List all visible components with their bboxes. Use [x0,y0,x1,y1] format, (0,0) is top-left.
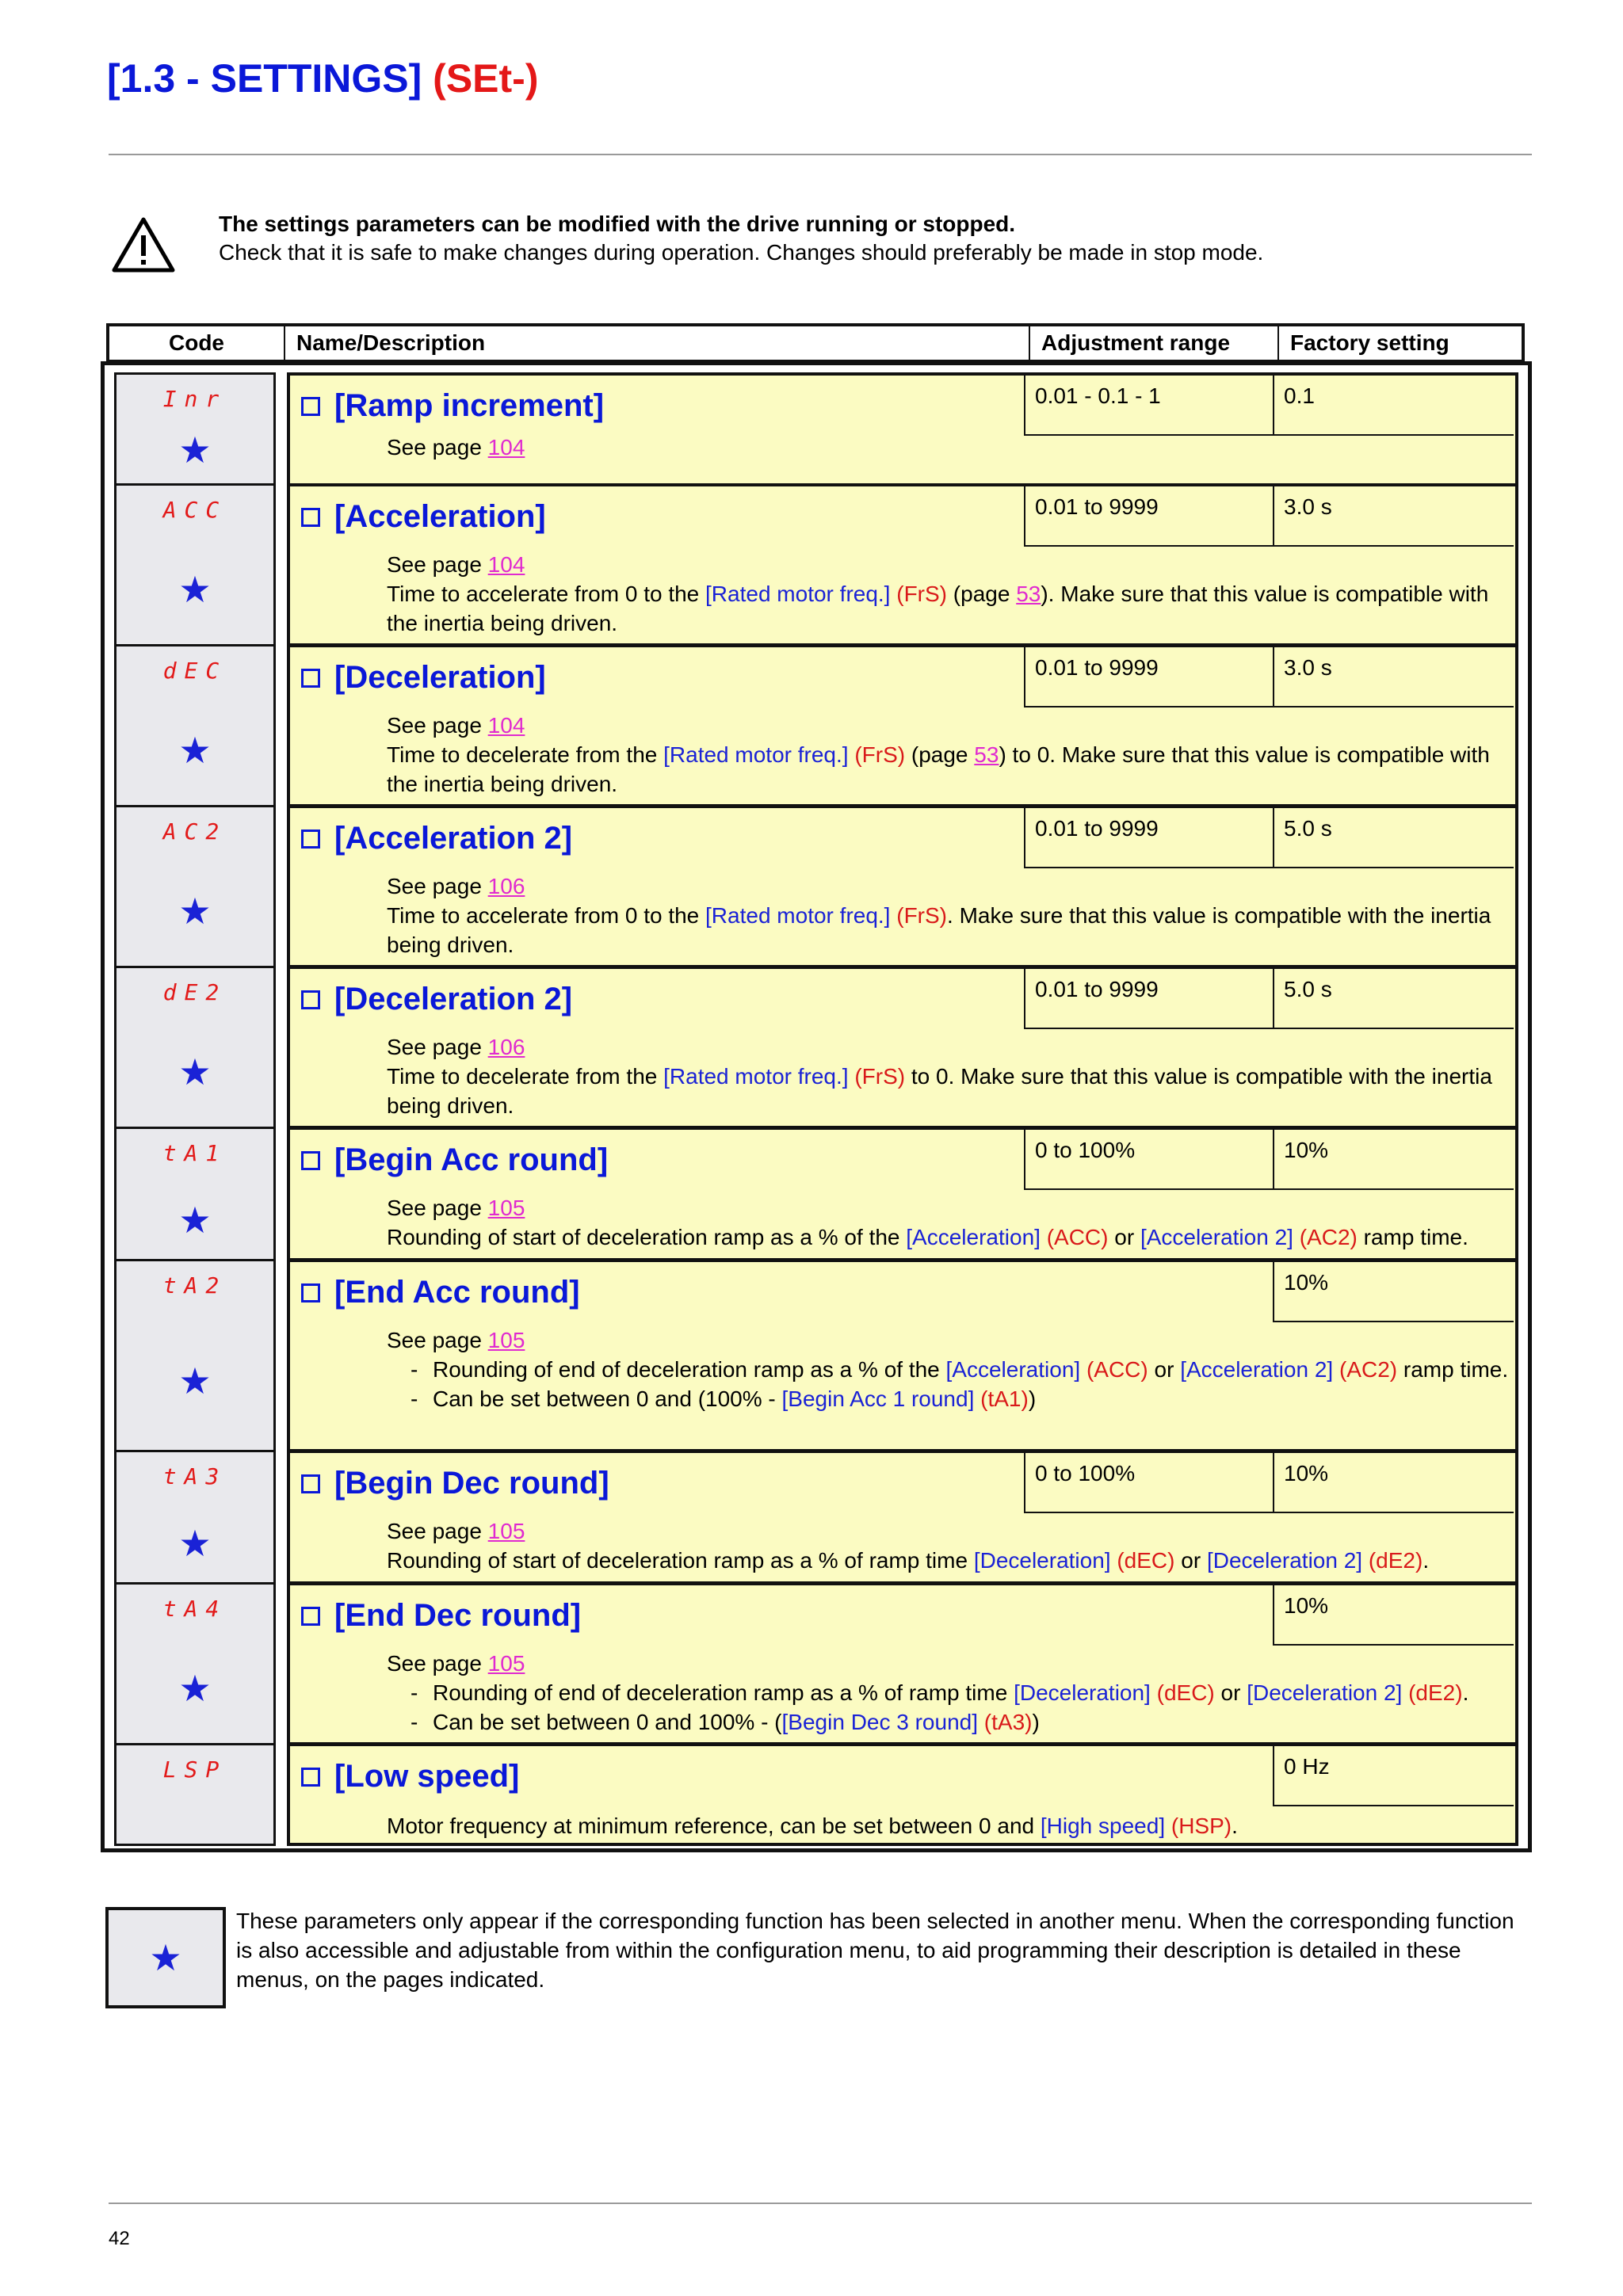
adjustment-range: 0.01 to 9999 [1024,647,1274,707]
desc-fragment: Time to decelerate from the [387,742,658,767]
code-cell [114,1743,276,1846]
checkbox-icon [301,1607,320,1626]
factory-setting: 10% [1273,1262,1514,1322]
description-text [387,1032,1512,1120]
warning-text [219,210,1566,267]
star-icon: ★ [149,1937,182,1978]
adjustment-range: 0.01 to 9999 [1024,808,1274,868]
desc-fragment: ramp time. [1403,1357,1509,1382]
adjustment-range: 0 to 100% [1024,1453,1274,1513]
desc-fragment: or [1220,1680,1241,1705]
desc-fragment: Can be set between 0 and 100% - ( [433,1710,782,1734]
desc-fragment: ) to 0. Make sure that this value is compatible with the inertia being driven. [387,742,1490,796]
warning-triangle-icon [111,216,176,273]
page-title-code: (SEt-) [433,56,539,101]
bullet-item: - Can be set between 0 and 100% - ([Begin Dec 3 round] (tA3)) [411,1710,1040,1734]
star-icon: ★ [178,1360,212,1402]
desc-fragment: Rounding of start of deceleration ramp as a % of ramp time [387,1548,968,1573]
table-row [114,644,1518,807]
param-code-reference: (tA1) [980,1386,1029,1411]
see-page-link[interactable]: 105 [487,1651,525,1676]
legend-star-box [105,1907,226,2008]
see-page-label: See page [387,1196,482,1220]
desc-fragment: Can be set between 0 and (100% - [433,1386,776,1411]
parameter-name [301,1598,581,1634]
factory-setting: 10% [1273,1585,1514,1646]
description-text [387,1649,1512,1737]
code-cell [114,966,276,1129]
code-cell [114,1259,276,1452]
parameter-name-text: [Deceleration] [334,660,546,695]
description-text [387,1325,1512,1413]
col-header-range: Adjustment range [1030,326,1279,360]
code-cell [114,1582,276,1745]
star-icon: ★ [178,429,212,471]
factory-setting: 5.0 s [1273,969,1514,1029]
legend-text: These parameters only appear if the corresponding function has been selected in another menu. When the corresponding function is also accessible and adjustable from within the configuration menu, to aid programming their description is detailed in these menus, on the pages indicated. [236,1909,1514,1992]
desc-fragment: ). Make sure that this value is compatible with the inertia being driven. [387,582,1489,635]
star-icon: ★ [178,730,212,771]
star-icon: ★ [178,1523,212,1564]
code-cell [114,483,276,646]
page-link[interactable]: 53 [974,742,999,767]
parameter-name [301,1759,519,1794]
adjustment-range: 0.01 to 9999 [1024,486,1274,547]
table-row [114,1127,1518,1261]
parameter-name [301,821,572,856]
description-cell [287,805,1518,968]
desc-fragment: ) [1032,1710,1040,1734]
see-page-link[interactable]: 104 [487,435,525,460]
code-cell [114,805,276,968]
see-page-link[interactable]: 104 [487,713,525,738]
adjustment-range: 0 to 100% [1024,1130,1274,1190]
see-page-link[interactable]: 106 [487,1035,525,1059]
parameter-name [301,1275,580,1310]
desc-fragment: Time to accelerate from 0 to the [387,582,700,606]
table-row [114,1450,1518,1585]
description-cell [287,1259,1518,1452]
param-reference: [Acceleration] [945,1357,1081,1382]
param-code-reference: (dEC) [1156,1680,1215,1705]
desc-fragment: ) [1028,1386,1037,1411]
table-header [106,323,1525,363]
desc-fragment: Time to accelerate from 0 to the [387,903,700,928]
warning-normal-text: Check that it is safe to make changes during operation. Changes should preferably be made in stop mode. [219,240,1264,265]
parameter-code: ACC [162,497,227,523]
param-reference: [Acceleration 2] [1140,1225,1293,1249]
parameter-name-text: [Acceleration 2] [334,821,573,856]
desc-fragment: (page [953,582,1010,606]
checkbox-icon [301,990,320,1009]
param-reference: [Deceleration] [973,1548,1111,1573]
page-title-text: [1.3 - SETTINGS] [107,56,422,101]
see-page-link[interactable]: 104 [487,552,525,577]
see-page-link[interactable]: 106 [487,874,525,898]
bottom-divider [109,2203,1532,2204]
param-code-reference: (AC2) [1338,1357,1398,1382]
factory-setting: 10% [1273,1130,1514,1190]
star-icon: ★ [178,569,212,610]
description-text [387,1811,1512,1840]
parameter-code: tA3 [162,1463,227,1489]
param-code-reference: (FrS) [896,903,948,928]
parameter-name [301,1142,608,1178]
checkbox-icon [301,830,320,849]
see-page-link[interactable]: 105 [487,1328,525,1352]
param-reference: [Rated motor freq.] [705,582,891,606]
description-text [387,871,1512,959]
adjustment-range: 0.01 to 9999 [1024,969,1274,1029]
description-text [387,1516,1512,1575]
desc-fragment: or [1181,1548,1201,1573]
desc-fragment: . [1462,1680,1469,1705]
parameter-name-text: [Acceleration] [334,499,546,534]
col-header-code: Code [109,326,285,360]
parameter-name-text: [Begin Dec round] [334,1466,609,1501]
parameter-code: AC2 [162,818,227,845]
see-page-label: See page [387,1519,482,1543]
see-page-label: See page [387,874,482,898]
param-reference: [Rated motor freq.] [663,1064,849,1089]
see-page-link[interactable]: 105 [487,1196,525,1220]
parameter-name-text: [Ramp increment] [334,388,605,423]
param-reference: [Deceleration 2] [1247,1680,1403,1705]
checkbox-icon [301,1474,320,1493]
checkbox-icon [301,508,320,527]
star-icon: ★ [178,1051,212,1093]
desc-fragment: . [1232,1814,1238,1838]
bullet-item: - Rounding of end of deceleration ramp as a % of ramp time [Deceleration] (dEC) or [Deceleration 2] (dE2). [411,1680,1469,1705]
parameter-name [301,982,572,1017]
desc-fragment: . [1423,1548,1430,1573]
param-reference: [Deceleration 2] [1206,1548,1363,1573]
desc-fragment: or [1154,1357,1174,1382]
code-cell [114,1127,276,1261]
param-code-reference: (FrS) [854,742,906,767]
desc-fragment: (page [911,742,968,767]
description-cell [287,966,1518,1129]
checkbox-icon [301,669,320,688]
see-page-label: See page [387,1328,482,1352]
parameter-name [301,499,546,535]
checkbox-icon [301,1768,320,1787]
bullet-item: - Can be set between 0 and (100% - [Begin Acc 1 round] (tA1)) [411,1386,1037,1411]
description-cell [287,1743,1518,1846]
param-code-reference: (HSP) [1170,1814,1232,1838]
code-cell [114,1450,276,1585]
col-header-factory: Factory setting [1290,330,1449,355]
description-cell [287,1450,1518,1585]
parameter-name-text: [Low speed] [334,1759,520,1794]
page-title [107,55,538,101]
parameter-code: Inr [162,386,227,412]
see-page-label: See page [387,552,482,577]
param-reference: [Acceleration] [906,1225,1041,1249]
description-text [387,433,1512,462]
desc-fragment: Rounding of start of deceleration ramp as a % of the [387,1225,900,1249]
table-row [114,483,1518,646]
param-reference: [Begin Dec 3 round] [781,1710,979,1734]
parameter-name [301,388,604,424]
description-cell [287,372,1518,488]
description-text [387,711,1512,799]
parameter-code: LSP [162,1756,227,1783]
checkbox-icon [301,397,320,416]
parameter-code: tA2 [162,1272,227,1299]
parameter-name [301,1466,609,1501]
parameter-code: dEC [162,658,227,684]
desc-fragment: or [1114,1225,1135,1249]
parameter-code: tA4 [162,1596,227,1622]
param-reference: [Begin Acc 1 round] [781,1386,975,1411]
checkbox-icon [301,1283,320,1302]
desc-fragment: Rounding of end of deceleration ramp as a % of the [433,1357,940,1382]
desc-fragment: to 0. Make sure that this value is compatible with the inertia being driven. [387,1064,1492,1118]
desc-fragment: Rounding of end of deceleration ramp as a % of ramp time [433,1680,1008,1705]
page-number: 42 [109,2228,130,2249]
param-code-reference: (ACC) [1046,1225,1109,1249]
see-page-label: See page [387,1035,482,1059]
param-code-reference: (ACC) [1086,1357,1148,1382]
see-page-label: See page [387,713,482,738]
param-code-reference: (FrS) [896,582,948,606]
desc-fragment: . Make sure that this value is compatible with the inertia being driven. [387,903,1491,957]
table-row [114,1259,1518,1452]
top-divider [109,154,1532,155]
code-cell [114,644,276,807]
see-page-label: See page [387,435,482,460]
parameter-name-text: [End Acc round] [334,1275,580,1310]
desc-fragment: ramp time. [1363,1225,1468,1249]
adjustment-range: 0.01 - 0.1 - 1 [1024,376,1274,436]
table-row [114,1582,1518,1745]
description-cell [287,1582,1518,1745]
factory-setting: 5.0 s [1273,808,1514,868]
param-reference: [Deceleration] [1014,1680,1151,1705]
table-row [114,1743,1518,1846]
table-row [114,372,1518,488]
param-code-reference: (dEC) [1117,1548,1175,1573]
param-code-reference: (tA3) [983,1710,1033,1734]
param-reference: [Rated motor freq.] [663,742,849,767]
see-page-link[interactable]: 105 [487,1519,525,1543]
desc-fragment: Motor frequency at minimum reference, can be set between 0 and [387,1814,1035,1838]
param-code-reference: (dE2) [1408,1680,1463,1705]
parameter-name-text: [Begin Acc round] [334,1142,609,1177]
parameter-name-text: [Deceleration 2] [334,982,573,1016]
star-icon: ★ [178,891,212,932]
factory-setting: 3.0 s [1273,647,1514,707]
code-cell [114,372,276,488]
desc-fragment: Time to decelerate from the [387,1064,658,1089]
parameter-code: tA1 [162,1140,227,1166]
factory-setting: 10% [1273,1453,1514,1513]
table-row [114,966,1518,1129]
parameter-code: dE2 [162,979,227,1005]
star-icon: ★ [178,1199,212,1241]
factory-setting: 0.1 [1273,376,1514,436]
checkbox-icon [301,1151,320,1170]
col-header-name: Name/Description [285,326,1030,360]
param-code-reference: (AC2) [1299,1225,1358,1249]
bullet-item: - Rounding of end of deceleration ramp as a % of the [Acceleration] (ACC) or [Acceleration 2] (AC2) ramp time. [411,1357,1509,1382]
parameter-name-text: [End Dec round] [334,1598,582,1633]
table-row [114,805,1518,968]
warning-bold-text: The settings parameters can be modified with the drive running or stopped. [219,212,1016,236]
param-reference: [Acceleration 2] [1180,1357,1334,1382]
description-text [387,1193,1512,1252]
page-link[interactable]: 53 [1016,582,1041,606]
description-cell [287,644,1518,807]
param-reference: [High speed] [1040,1814,1166,1838]
description-text [387,550,1512,638]
see-page-label: See page [387,1651,482,1676]
param-code-reference: (dE2) [1368,1548,1423,1573]
parameter-name [301,660,546,696]
param-code-reference: (FrS) [854,1064,906,1089]
factory-setting: 0 Hz [1273,1746,1514,1806]
param-reference: [Rated motor freq.] [705,903,891,928]
description-cell [287,483,1518,646]
star-icon: ★ [178,1668,212,1709]
description-cell [287,1127,1518,1261]
factory-setting: 3.0 s [1273,486,1514,547]
